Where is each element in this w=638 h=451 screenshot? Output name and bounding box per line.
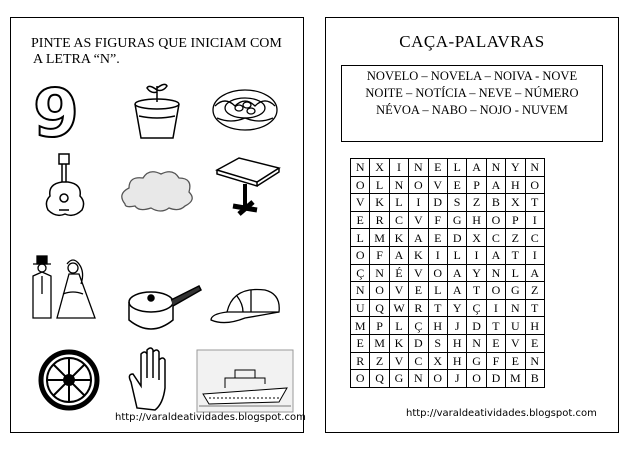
cooking-pot-figure: [119, 278, 203, 344]
grid-cell[interactable]: C: [525, 229, 544, 247]
grid-cell[interactable]: H: [467, 211, 486, 229]
grid-cell[interactable]: A: [409, 229, 428, 247]
grid-cell[interactable]: M: [370, 334, 389, 352]
grid-cell[interactable]: N: [409, 159, 428, 177]
cloud-figure: [115, 156, 201, 222]
grid-cell[interactable]: V: [409, 211, 428, 229]
grid-cell[interactable]: O: [428, 370, 447, 388]
grid-cell[interactable]: F: [486, 352, 505, 370]
grid-cell[interactable]: U: [351, 299, 370, 317]
ship-figure: [195, 348, 295, 414]
grid-cell[interactable]: Y: [467, 264, 486, 282]
grid-cell[interactable]: E: [428, 159, 447, 177]
grid-cell[interactable]: F: [428, 211, 447, 229]
grid-cell[interactable]: O: [351, 246, 370, 264]
grid-cell[interactable]: Y: [506, 159, 525, 177]
grid-cell[interactable]: L: [447, 246, 466, 264]
grid-row: [351, 370, 545, 388]
grid-row: [351, 264, 545, 282]
grid-cell[interactable]: R: [409, 299, 428, 317]
grid-cell[interactable]: E: [486, 334, 505, 352]
grid-cell[interactable]: É: [389, 264, 408, 282]
hand-figure: [119, 346, 191, 412]
grid-cell[interactable]: O: [351, 176, 370, 194]
grid-cell[interactable]: E: [409, 282, 428, 300]
grid-row: [351, 352, 545, 370]
grid-cell[interactable]: K: [370, 194, 389, 212]
grid-cell[interactable]: J: [447, 370, 466, 388]
grid-cell[interactable]: X: [467, 229, 486, 247]
grid-cell[interactable]: F: [370, 246, 389, 264]
grid-row: [351, 194, 545, 212]
grid-cell[interactable]: I: [389, 159, 408, 177]
right-worksheet: [325, 17, 619, 433]
cap-figure: [207, 276, 287, 342]
grid-cell[interactable]: L: [351, 229, 370, 247]
word-search-grid: [350, 158, 545, 388]
grid-cell[interactable]: L: [428, 282, 447, 300]
grid-cell[interactable]: V: [389, 352, 408, 370]
grid-cell[interactable]: N: [370, 264, 389, 282]
grid-cell[interactable]: I: [525, 246, 544, 264]
grid-cell[interactable]: N: [486, 159, 505, 177]
grid-cell[interactable]: O: [486, 211, 505, 229]
number-nine-figure: [29, 78, 101, 144]
grid-cell[interactable]: W: [389, 299, 408, 317]
grid-cell[interactable]: H: [447, 352, 466, 370]
grid-cell[interactable]: A: [486, 176, 505, 194]
grid-row: [351, 334, 545, 352]
grid-cell[interactable]: A: [486, 246, 505, 264]
grid-cell[interactable]: T: [506, 246, 525, 264]
grid-cell[interactable]: H: [447, 334, 466, 352]
grid-cell[interactable]: K: [409, 246, 428, 264]
word-list-box: [341, 65, 603, 142]
grid-cell[interactable]: T: [525, 194, 544, 212]
grid-cell[interactable]: J: [447, 317, 466, 335]
grid-cell[interactable]: C: [486, 229, 505, 247]
grid-cell[interactable]: E: [447, 176, 466, 194]
grid-cell[interactable]: Ç: [409, 317, 428, 335]
grid-cell[interactable]: I: [467, 246, 486, 264]
grid-cell[interactable]: I: [409, 194, 428, 212]
grid-cell[interactable]: O: [467, 370, 486, 388]
grid-cell[interactable]: I: [525, 211, 544, 229]
grid-cell[interactable]: O: [428, 264, 447, 282]
grid-cell[interactable]: Q: [370, 299, 389, 317]
guitar-figure: [29, 152, 101, 218]
grid-cell[interactable]: Z: [525, 282, 544, 300]
grid-cell[interactable]: O: [409, 176, 428, 194]
bird-nest-figure: [209, 76, 281, 142]
grid-cell[interactable]: N: [467, 334, 486, 352]
grid-cell[interactable]: Ç: [351, 264, 370, 282]
grid-cell[interactable]: E: [506, 352, 525, 370]
left-worksheet: [10, 17, 304, 433]
word-list-line: NOITE – NOTÍCIA – NEVE – NÚMERO: [365, 86, 579, 100]
grid-cell[interactable]: L: [389, 317, 408, 335]
grid-cell[interactable]: V: [506, 334, 525, 352]
grid-cell[interactable]: Q: [370, 370, 389, 388]
grid-cell[interactable]: G: [506, 282, 525, 300]
grid-cell[interactable]: S: [428, 334, 447, 352]
grid-cell[interactable]: V: [409, 264, 428, 282]
grid-cell[interactable]: L: [389, 194, 408, 212]
grid-cell[interactable]: V: [389, 282, 408, 300]
left-url[interactable]: http://varaldeatividades.blogspot.com: [115, 412, 306, 423]
grid-cell[interactable]: A: [467, 159, 486, 177]
grid-row: [351, 211, 545, 229]
grid-row: [351, 176, 545, 194]
grid-cell[interactable]: N: [351, 282, 370, 300]
grid-cell[interactable]: B: [486, 194, 505, 212]
grid-cell[interactable]: L: [447, 159, 466, 177]
grid-cell[interactable]: I: [428, 246, 447, 264]
grid-cell[interactable]: T: [467, 282, 486, 300]
grid-cell[interactable]: X: [428, 352, 447, 370]
grid-cell[interactable]: E: [351, 334, 370, 352]
word-search-title: CAÇA-PALAVRAS: [399, 32, 545, 51]
grid-cell[interactable]: C: [409, 352, 428, 370]
instruction-line-2: A LETRA “N”.: [33, 52, 120, 67]
grid-cell[interactable]: N: [525, 159, 544, 177]
grid-cell[interactable]: T: [525, 299, 544, 317]
grid-cell[interactable]: R: [351, 352, 370, 370]
grid-cell[interactable]: N: [486, 264, 505, 282]
grid-cell[interactable]: H: [525, 317, 544, 335]
grid-cell[interactable]: L: [506, 264, 525, 282]
grid-cell[interactable]: A: [525, 264, 544, 282]
number-nine-text: 9: [33, 78, 79, 144]
grid-cell[interactable]: G: [467, 352, 486, 370]
plant-pot-figure: [121, 76, 193, 142]
grid-cell[interactable]: I: [486, 299, 505, 317]
grid-row: [351, 299, 545, 317]
grid-cell[interactable]: E: [351, 211, 370, 229]
grid-cell[interactable]: U: [506, 317, 525, 335]
grid-cell[interactable]: B: [525, 370, 544, 388]
grid-cell[interactable]: M: [370, 229, 389, 247]
grid-cell[interactable]: O: [370, 282, 389, 300]
grid-cell[interactable]: E: [525, 334, 544, 352]
wheel-figure: [35, 346, 107, 412]
grid-cell[interactable]: L: [370, 176, 389, 194]
grid-cell[interactable]: P: [370, 317, 389, 335]
grid-cell[interactable]: V: [428, 176, 447, 194]
grid-cell[interactable]: N: [409, 370, 428, 388]
grid-cell[interactable]: D: [467, 317, 486, 335]
grid-cell[interactable]: N: [389, 176, 408, 194]
grid-cell[interactable]: H: [506, 176, 525, 194]
bride-groom-figure: [29, 254, 109, 320]
grid-cell[interactable]: C: [389, 211, 408, 229]
grid-cell[interactable]: Z: [370, 352, 389, 370]
word-list-line: NÉVOA – NABO – NOJO - NUVEM: [376, 103, 568, 117]
table-figure: [211, 154, 283, 220]
grid-cell[interactable]: G: [447, 211, 466, 229]
grid-cell[interactable]: X: [370, 159, 389, 177]
grid-cell[interactable]: T: [428, 299, 447, 317]
right-url[interactable]: http://varaldeatividades.blogspot.com: [406, 408, 597, 419]
grid-cell[interactable]: A: [389, 246, 408, 264]
grid-cell[interactable]: A: [447, 264, 466, 282]
grid-cell[interactable]: T: [486, 317, 505, 335]
grid-cell[interactable]: P: [467, 176, 486, 194]
grid-cell[interactable]: V: [351, 194, 370, 212]
grid-row: [351, 246, 545, 264]
grid-cell[interactable]: K: [389, 334, 408, 352]
grid-cell[interactable]: E: [428, 229, 447, 247]
grid-cell[interactable]: D: [428, 194, 447, 212]
grid-cell[interactable]: N: [506, 299, 525, 317]
grid-cell[interactable]: M: [506, 370, 525, 388]
grid-cell[interactable]: X: [506, 194, 525, 212]
grid-cell[interactable]: N: [525, 352, 544, 370]
grid-cell[interactable]: G: [389, 370, 408, 388]
grid-cell[interactable]: Z: [506, 229, 525, 247]
grid-cell[interactable]: Y: [447, 299, 466, 317]
grid-cell[interactable]: K: [389, 229, 408, 247]
grid-cell[interactable]: Ç: [467, 299, 486, 317]
grid-cell[interactable]: H: [428, 317, 447, 335]
grid-row: [351, 229, 545, 247]
grid-cell[interactable]: O: [351, 370, 370, 388]
grid-cell[interactable]: D: [486, 370, 505, 388]
grid-cell[interactable]: O: [525, 176, 544, 194]
grid-cell[interactable]: M: [351, 317, 370, 335]
grid-cell[interactable]: S: [447, 194, 466, 212]
word-list-line: NOVELO – NOVELA – NOIVA - NOVE: [366, 69, 578, 83]
grid-cell[interactable]: N: [351, 159, 370, 177]
instruction-line-1: PINTE AS FIGURAS QUE INICIAM COM: [31, 36, 282, 51]
grid-cell[interactable]: R: [370, 211, 389, 229]
instruction: [31, 36, 282, 68]
grid-row: [351, 159, 545, 177]
grid-cell[interactable]: A: [447, 282, 466, 300]
grid-cell[interactable]: O: [486, 282, 505, 300]
grid-row: [351, 317, 545, 335]
grid-row: [351, 282, 545, 300]
grid-cell[interactable]: D: [409, 334, 428, 352]
grid-cell[interactable]: D: [447, 229, 466, 247]
grid-cell[interactable]: P: [506, 211, 525, 229]
grid-cell[interactable]: Z: [467, 194, 486, 212]
